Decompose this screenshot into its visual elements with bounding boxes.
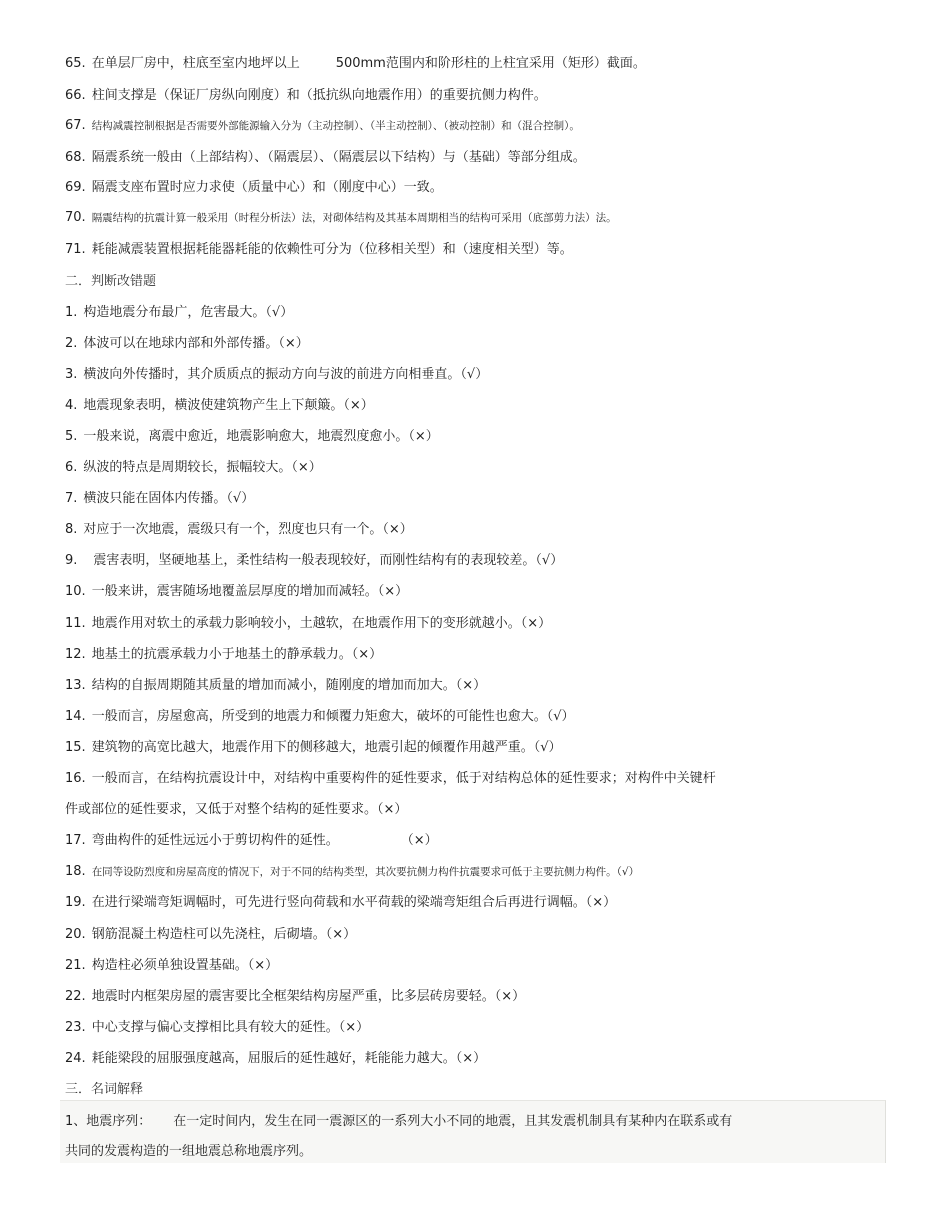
item-text: 横波只能在固体内传播。（√） xyxy=(83,491,255,506)
item-number: 17. xyxy=(65,833,86,848)
item-text: 地震作用对软土的承载力影响较小，土越软，在地震作用下的变形就越小。（×） xyxy=(91,616,552,631)
tf-item-22 xyxy=(65,988,525,1006)
item-number: 8. xyxy=(65,522,78,537)
item-number: 13. xyxy=(65,678,86,693)
item-number: 4. xyxy=(65,398,78,413)
item-text: 弯曲构件的延性远远小于剪切构件的延性。 xyxy=(91,833,339,848)
tf-item-15 xyxy=(65,739,561,757)
item-text: 隔震系统一般由（上部结构）、（隔震层）、（隔震层以下结构）与（基础）等部分组成。 xyxy=(91,150,586,165)
tf-item-16 xyxy=(65,770,716,788)
tf-item-19 xyxy=(65,894,616,912)
item-text: 中心支撑与偏心支撑相比具有较大的延性。（×） xyxy=(91,1020,370,1035)
item-number: 5. xyxy=(65,429,78,444)
fill-item-70 xyxy=(65,209,617,227)
item-number: 2. xyxy=(65,336,78,351)
tf-item-24 xyxy=(65,1050,486,1068)
item-text: 一般而言，房屋愈高，所受到的地震力和倾覆力矩愈大，破坏的可能性也愈大。（√） xyxy=(91,709,575,724)
item-text: 构造地震分布最广，危害最大。（√） xyxy=(83,305,294,320)
tf-item-14 xyxy=(65,708,574,726)
fill-item-65 xyxy=(65,55,646,73)
item-number: 11. xyxy=(65,616,86,631)
tf-item-13 xyxy=(65,677,486,695)
section-heading-terms: 三．名词解释 xyxy=(65,1082,144,1097)
tf-item-23 xyxy=(65,1019,369,1037)
item-number: 18. xyxy=(65,864,86,879)
item-text: 耗能梁段的屈服强度越高，屈服后的延性越好，耗能能力越大。（×） xyxy=(91,1051,487,1066)
item-number: 9. xyxy=(65,553,78,568)
tf-item-8 xyxy=(65,521,413,539)
fill-item-69 xyxy=(65,179,443,197)
tf-item-7 xyxy=(65,490,254,508)
item-answer: （×） xyxy=(400,833,438,848)
item-number: 1. xyxy=(65,305,78,320)
item-number: 10. xyxy=(65,584,86,599)
item-text: 一般来说，离震中愈近，地震影响愈大，地震烈度愈小。（×） xyxy=(83,429,439,444)
tf-item-5 xyxy=(65,428,439,446)
item-number: 65. xyxy=(65,56,86,71)
item-number: 24. xyxy=(65,1051,86,1066)
item-number: 16. xyxy=(65,771,86,786)
term-definition-1-continued: 共同的发震构造的一组地震总称地震序列。 xyxy=(65,1144,313,1159)
item-number: 19. xyxy=(65,895,86,910)
item-number: 71. xyxy=(65,242,86,257)
item-number: 21. xyxy=(65,958,86,973)
item-number: 70. xyxy=(65,210,86,225)
item-text-cont: 500mm范围内和阶形柱的上柱宜采用（矩形）截面。 xyxy=(335,56,646,71)
item-text: 一般而言，在结构抗震设计中，对结构中重要构件的延性要求，低于对结构总体的延性要求；对构件中关键杆 xyxy=(91,771,716,786)
item-number: 3. xyxy=(65,367,78,382)
item-text: 地基土的抗震承载力小于地基土的静承载力。（×） xyxy=(91,647,383,662)
tf-item-4 xyxy=(65,397,374,415)
tf-item-3 xyxy=(65,366,488,384)
item-number: 6. xyxy=(65,460,78,475)
item-number: 20. xyxy=(65,927,86,942)
item-text: 柱间支撑是（保证厂房纵向刚度）和（抵抗纵向地震作用）的重要抗侧力构件。 xyxy=(91,88,547,103)
term-definition-1 xyxy=(65,1113,732,1131)
item-text: 地震现象表明，横波使建筑物产生上下颠簸。（×） xyxy=(83,398,374,413)
tf-item-10 xyxy=(65,583,408,601)
item-number: 7. xyxy=(65,491,78,506)
item-text: 横波向外传播时，其介质质点的振动方向与波的前进方向相垂直。（√） xyxy=(83,367,489,382)
tf-item-9 xyxy=(65,552,563,570)
item-number: 23. xyxy=(65,1020,86,1035)
tf-item-20 xyxy=(65,926,356,944)
item-number: 66. xyxy=(65,88,86,103)
item-number: 67. xyxy=(65,118,86,133)
fill-item-68 xyxy=(65,149,586,167)
item-number: 68. xyxy=(65,150,86,165)
item-text: 结构减震控制根据是否需要外部能源输入分为（主动控制）、（半主动控制）、（被动控制）和（混合控制）。 xyxy=(91,120,580,132)
tf-item-16-continued: 件或部位的延性要求，又低于对整个结构的延性要求。（×） xyxy=(65,802,408,817)
item-text: 隔震支座布置时应力求使（质量中心）和（刚度中心）一致。 xyxy=(91,180,443,195)
tf-item-11 xyxy=(65,615,551,633)
item-number: 15. xyxy=(65,740,86,755)
item-text: 在同等设防烈度和房屋高度的情况下，对于不同的结构类型，其次要抗侧力构件抗震要求可低于主要抗侧力构件。（√） xyxy=(91,866,640,878)
item-text: 一般来讲，震害随场地覆盖层厚度的增加而减轻。（×） xyxy=(91,584,409,599)
item-text: 纵波的特点是周期较长，振幅较大。（×） xyxy=(83,460,322,475)
tf-item-2 xyxy=(65,335,309,353)
item-text: 结构的自振周期随其质量的增加而减小，随刚度的增加而加大。（×） xyxy=(91,678,487,693)
item-text: 在单层厂房中，柱底至室内地坪以上 xyxy=(91,56,300,71)
item-text: 隔震结构的抗震计算一般采用（时程分析法）法，对砌体结构及其基本周期相当的结构可采用（底部剪力法）法。 xyxy=(91,212,617,224)
tf-item-18 xyxy=(65,863,639,881)
term-label: 1、地震序列： xyxy=(65,1114,152,1129)
item-number: 22. xyxy=(65,989,86,1004)
tf-item-1 xyxy=(65,304,293,322)
item-text: 对应于一次地震，震级只有一个，烈度也只有一个。（×） xyxy=(83,522,413,537)
fill-item-66 xyxy=(65,87,547,105)
fill-item-67 xyxy=(65,117,580,135)
item-text: 构造柱必须单独设置基础。（×） xyxy=(91,958,279,973)
item-text: 耗能减震装置根据耗能器耗能的依赖性可分为（位移相关型）和（速度相关型）等。 xyxy=(91,242,573,257)
item-number: 14. xyxy=(65,709,86,724)
item-text: 体波可以在地球内部和外部传播。（×） xyxy=(83,336,309,351)
tf-item-21 xyxy=(65,957,278,975)
fill-item-71 xyxy=(65,241,573,259)
item-number: 69. xyxy=(65,180,86,195)
item-text: 建筑物的高宽比越大，地震作用下的侧移越大，地震引起的倾覆作用越严重。（√） xyxy=(91,740,562,755)
tf-item-6 xyxy=(65,459,322,477)
item-number: 12. xyxy=(65,647,86,662)
item-text: 震害表明，坚硬地基上，柔性结构一般表现较好，而刚性结构有的表现较差。（√） xyxy=(93,553,564,568)
tf-item-12 xyxy=(65,646,382,664)
section-heading-true-false: 二．判断改错题 xyxy=(65,274,157,289)
item-text: 在进行梁端弯矩调幅时，可先进行竖向荷载和水平荷载的梁端弯矩组合后再进行调幅。（×） xyxy=(91,895,617,910)
item-text: 钢筋混凝土构造柱可以先浇柱，后砌墙。（×） xyxy=(91,927,357,942)
item-text: 地震时内框架房屋的震害要比全框架结构房屋严重，比多层砖房要轻。（×） xyxy=(91,989,526,1004)
term-definition: 在一定时间内，发生在同一震源区的一系列大小不同的地震，且其发震机制具有某种内在联系或有 xyxy=(173,1114,733,1129)
tf-item-17 xyxy=(65,832,438,850)
